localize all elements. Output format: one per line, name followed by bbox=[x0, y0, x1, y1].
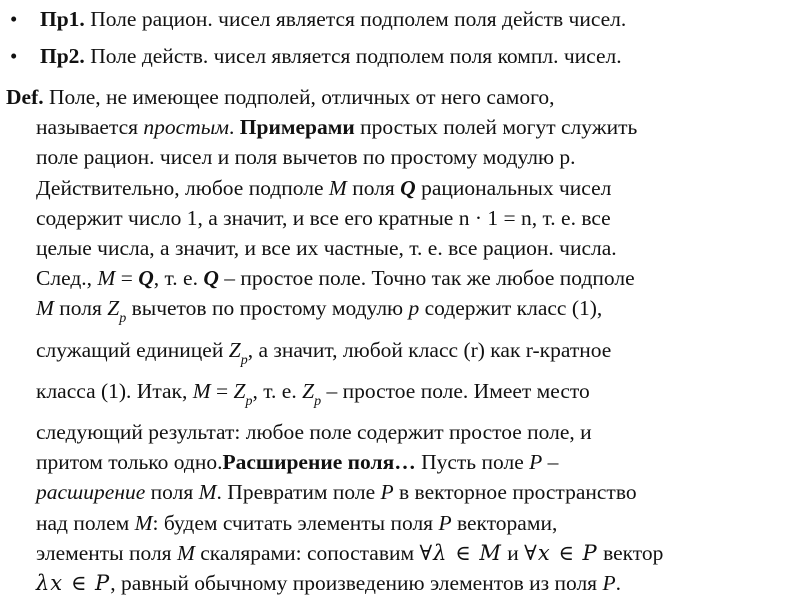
math-subscript: p bbox=[119, 311, 127, 327]
def-emphasis: Примерами bbox=[239, 115, 355, 140]
def-label: Def. bbox=[6, 85, 44, 109]
def-text: = bbox=[210, 378, 234, 403]
def-text: : будем считать элементы поля bbox=[152, 510, 439, 535]
math-var: M bbox=[134, 510, 153, 535]
math-formula: λx ∈ P bbox=[36, 571, 111, 596]
def-text: скалярами: сопоставим bbox=[194, 540, 420, 565]
def-line bbox=[6, 335, 796, 376]
def-text: , т. е. bbox=[153, 266, 204, 291]
def-text: вычетов по простому модулю bbox=[126, 296, 409, 321]
def-text: . bbox=[615, 571, 621, 596]
def-text: – простое поле. Точно так же любое подполе bbox=[218, 266, 635, 291]
bullet-text bbox=[40, 41, 622, 71]
def-text: и bbox=[501, 540, 525, 565]
def-text: , т. е. bbox=[252, 378, 303, 403]
def-text: класса (1). Итак, bbox=[36, 378, 193, 403]
math-var: M bbox=[97, 266, 116, 291]
math-var: P bbox=[602, 571, 616, 596]
math-var: Z bbox=[107, 296, 120, 321]
def-line bbox=[6, 112, 796, 142]
def-emphasis: Расширение поля… bbox=[222, 450, 416, 475]
def-term: расширение bbox=[36, 480, 146, 505]
math-var: M bbox=[198, 480, 217, 505]
def-line bbox=[6, 477, 796, 507]
bullet-label: Пр1. bbox=[40, 7, 85, 31]
def-line: следующий результат: любое поле содержит простое поле, и bbox=[36, 420, 592, 445]
def-text: = bbox=[115, 266, 139, 291]
bullet-label: Пр2. bbox=[40, 44, 85, 68]
math-subscript: p bbox=[314, 393, 322, 409]
math-var: P bbox=[438, 510, 452, 535]
def-line bbox=[6, 263, 796, 293]
math-subscript: p bbox=[240, 352, 248, 368]
math-var: Z bbox=[228, 337, 241, 362]
def-text: – bbox=[542, 450, 559, 475]
math-var: Q bbox=[138, 266, 154, 291]
def-text: . Превратим поле bbox=[216, 480, 381, 505]
def-line bbox=[6, 82, 796, 112]
math-var: Q bbox=[400, 175, 416, 200]
def-term: простым bbox=[143, 115, 230, 140]
bullet-body: Поле действ. чисел является подполем поля компл. чисел. bbox=[84, 44, 622, 68]
math-formula: ∀x ∈ P bbox=[524, 540, 598, 565]
bullet-text bbox=[40, 4, 626, 34]
def-text: Пусть поле bbox=[415, 450, 530, 475]
def-text: простых полей могут служить bbox=[354, 115, 638, 140]
def-text: поля bbox=[346, 175, 401, 200]
def-text: поля bbox=[53, 296, 108, 321]
def-text: – простое поле. Имеет место bbox=[321, 378, 590, 403]
def-text: рациональных чисел bbox=[415, 175, 612, 200]
definition-block bbox=[6, 82, 796, 598]
math-var: M bbox=[176, 540, 195, 565]
def-text: вектор bbox=[597, 540, 664, 565]
math-subscript: p bbox=[245, 393, 253, 409]
def-text: содержит класс (1), bbox=[419, 296, 603, 321]
math-var: Z bbox=[233, 378, 246, 403]
def-text: векторами, bbox=[451, 510, 558, 535]
def-text: След., bbox=[36, 266, 98, 291]
def-text: называется bbox=[36, 115, 144, 140]
def-text: , равный обычному произведению элементов из поля bbox=[110, 571, 603, 596]
math-var: M bbox=[36, 296, 54, 321]
def-line bbox=[6, 447, 796, 477]
def-line bbox=[6, 173, 796, 203]
def-line bbox=[6, 293, 796, 334]
def-text: притом только одно. bbox=[36, 450, 223, 475]
def-text: над полем bbox=[36, 510, 135, 535]
bullet-dot-icon: • bbox=[10, 44, 18, 68]
def-text: служащий единицей bbox=[36, 337, 229, 362]
def-line bbox=[6, 568, 796, 598]
def-line: целые числа, а значит, и все их частные, т. е. все рацион. числа. bbox=[36, 236, 617, 261]
def-text: поля bbox=[145, 480, 199, 505]
def-line bbox=[6, 508, 796, 538]
def-text: Поле, не имеющее подполей, отличных от него самого, bbox=[43, 85, 555, 109]
def-text: , а значит, любой класс (r) как r-кратное bbox=[247, 337, 612, 362]
def-line: содержит число 1, а значит, и все его кратные n · 1 = n, т. е. все bbox=[36, 205, 611, 230]
math-var: P bbox=[529, 450, 543, 475]
bullet-body: Поле рацион. чисел является подполем поля действ чисел. bbox=[84, 7, 627, 31]
bullet-dot-icon: • bbox=[10, 7, 18, 31]
def-text: элементы поля bbox=[36, 540, 177, 565]
def-line bbox=[6, 538, 796, 568]
def-text: Действительно, любое подполе bbox=[36, 175, 329, 200]
def-line: поле рацион. чисел и поля вычетов по простому модулю p. bbox=[36, 145, 576, 170]
def-line bbox=[6, 376, 796, 417]
math-var: Q bbox=[203, 266, 219, 291]
def-text: в векторное пространство bbox=[393, 480, 637, 505]
math-var: P bbox=[380, 480, 394, 505]
math-var: M bbox=[328, 175, 347, 200]
math-var: M bbox=[192, 378, 211, 403]
math-formula: ∀λ ∈ M bbox=[419, 540, 502, 565]
math-var: Z bbox=[302, 378, 315, 403]
def-text: . bbox=[229, 115, 240, 140]
math-var: p bbox=[408, 296, 420, 321]
